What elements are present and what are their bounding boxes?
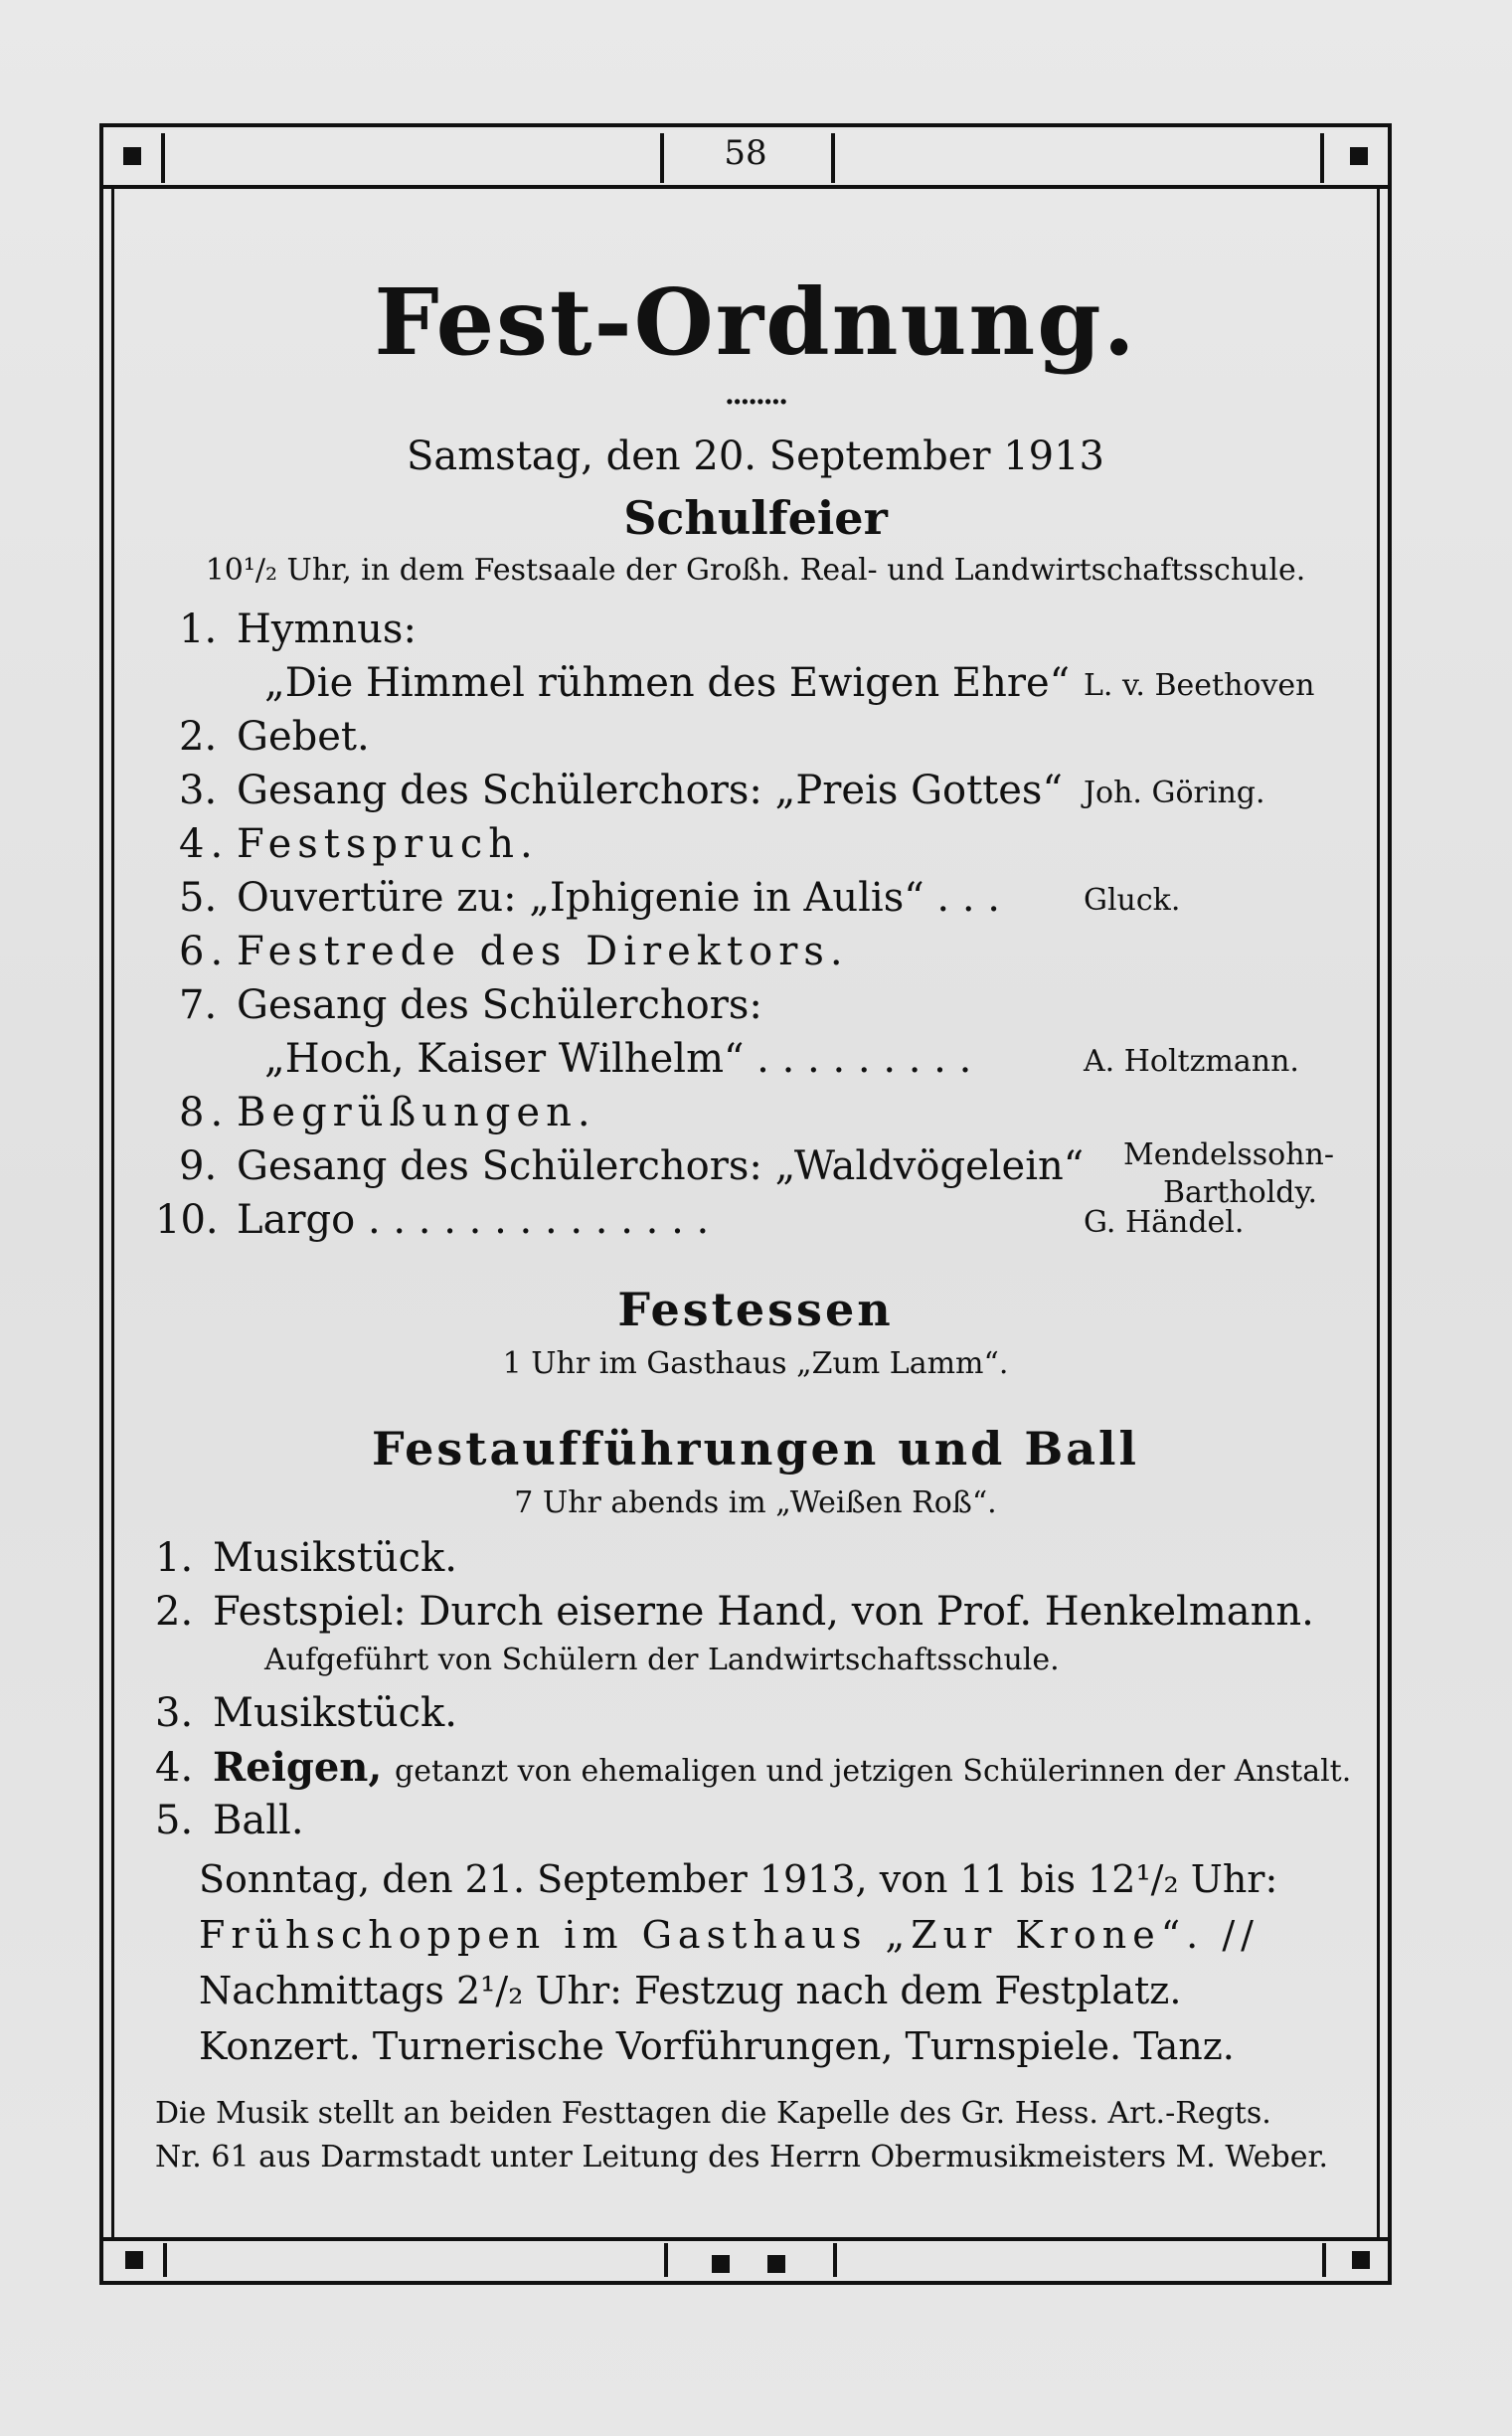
- program-item: 8. Begrüßungen.: [179, 1090, 596, 1135]
- music-note: Nr. 61 aus Darmstadt unter Leitung des Herrn Obermusikmeisters M. Weber.: [155, 2140, 1329, 2175]
- section-schulfeier: Schulfeier: [623, 491, 888, 545]
- section-festessen: Festessen: [617, 1283, 894, 1336]
- program-item: 9. Gesang des Schülerchors: „Waldvögelein“: [179, 1143, 1085, 1189]
- program-credit: Gluck.: [1084, 883, 1181, 918]
- corner-ornament: [123, 147, 141, 165]
- program-item: „Die Himmel rühmen des Ewigen Ehre“: [264, 660, 1071, 706]
- divider: [831, 133, 835, 183]
- festessen-detail: 1 Uhr im Gasthaus „Zum Lamm“.: [502, 1346, 1009, 1381]
- program-item: 4. Festspruch.: [179, 821, 539, 867]
- program-item: 1. Hymnus:: [179, 607, 417, 652]
- divider: [833, 2243, 837, 2277]
- saturday-date: Samstag, den 20. September 1913: [406, 434, 1104, 479]
- schulfeier-time-place: 10¹/₂ Uhr, in dem Festsaale der Großh. Real- und Landwirtschaftsschule.: [205, 553, 1306, 588]
- footer-band: [103, 2237, 1388, 2281]
- program-credit: L. v. Beethoven: [1084, 668, 1315, 703]
- program-item: „Hoch, Kaiser Wilhelm“ . . . . . . . . .: [264, 1036, 972, 1082]
- corner-ornament: [1352, 2251, 1370, 2269]
- program-item: 7. Gesang des Schülerchors:: [179, 982, 762, 1028]
- music-note: Die Musik stellt an beiden Festtagen die Kapelle des Gr. Hess. Art.-Regts.: [155, 2096, 1271, 2131]
- sunday-line: Nachmittags 2¹/₂ Uhr: Festzug nach dem Festplatz.: [199, 1969, 1182, 2012]
- title-dots: ........: [725, 378, 786, 411]
- sunday-line: Sonntag, den 21. September 1913, von 11 bis 12¹/₂ Uhr:: [199, 1857, 1278, 1901]
- ball-item: 3. Musikstück.: [155, 1690, 457, 1736]
- ball-detail: 7 Uhr abends im „Weißen Roß“.: [514, 1485, 997, 1520]
- footer-ornament: [767, 2255, 785, 2273]
- page-number: 58: [724, 133, 767, 173]
- program-credit: Mendelssohn-: [1123, 1137, 1334, 1172]
- divider: [163, 2243, 167, 2277]
- divider: [660, 133, 664, 183]
- sunday-line: Frühschoppen im Gasthaus „Zur Krone“. //: [199, 1913, 1260, 1957]
- program-item: 2. Gebet.: [179, 714, 370, 760]
- corner-ornament: [1350, 147, 1368, 165]
- footer-ornament: [712, 2255, 730, 2273]
- program-credit: G. Händel.: [1084, 1205, 1245, 1240]
- divider: [1322, 2243, 1326, 2277]
- corner-ornament: [125, 2251, 143, 2269]
- program-credit: Joh. Göring.: [1084, 776, 1265, 810]
- program-item: 10. Largo . . . . . . . . . . . . . .: [155, 1197, 710, 1243]
- program-credit: Bartholdy.: [1163, 1175, 1318, 1210]
- divider: [1320, 133, 1324, 183]
- page-title: Fest-Ordnung.: [374, 268, 1137, 376]
- program-item: 6. Festrede des Direktors.: [179, 929, 849, 974]
- program-item: 5. Ouvertüre zu: „Iphigenie in Aulis“ . . .: [179, 875, 1000, 921]
- ball-item-note: Aufgeführt von Schülern der Landwirtschaftsschule.: [264, 1643, 1060, 1677]
- ball-item: 2. Festspiel: Durch eiserne Hand, von Prof. Henkelmann.: [155, 1589, 1314, 1635]
- ball-item: 1. Musikstück.: [155, 1535, 457, 1581]
- divider: [161, 133, 165, 183]
- ball-item: 4. Reigen, getanzt von ehemaligen und jetzigen Schülerinnen der Anstalt.: [155, 1744, 1352, 1791]
- sunday-line: Konzert. Turnerische Vorführungen, Turnspiele. Tanz.: [199, 2024, 1235, 2068]
- divider: [664, 2243, 668, 2277]
- ball-item: 5. Ball.: [155, 1798, 304, 1843]
- program-item: 3. Gesang des Schülerchors: „Preis Gottes“: [179, 768, 1063, 813]
- section-ball: Festaufführungen und Ball: [372, 1422, 1139, 1476]
- program-credit: A. Holtzmann.: [1084, 1044, 1299, 1079]
